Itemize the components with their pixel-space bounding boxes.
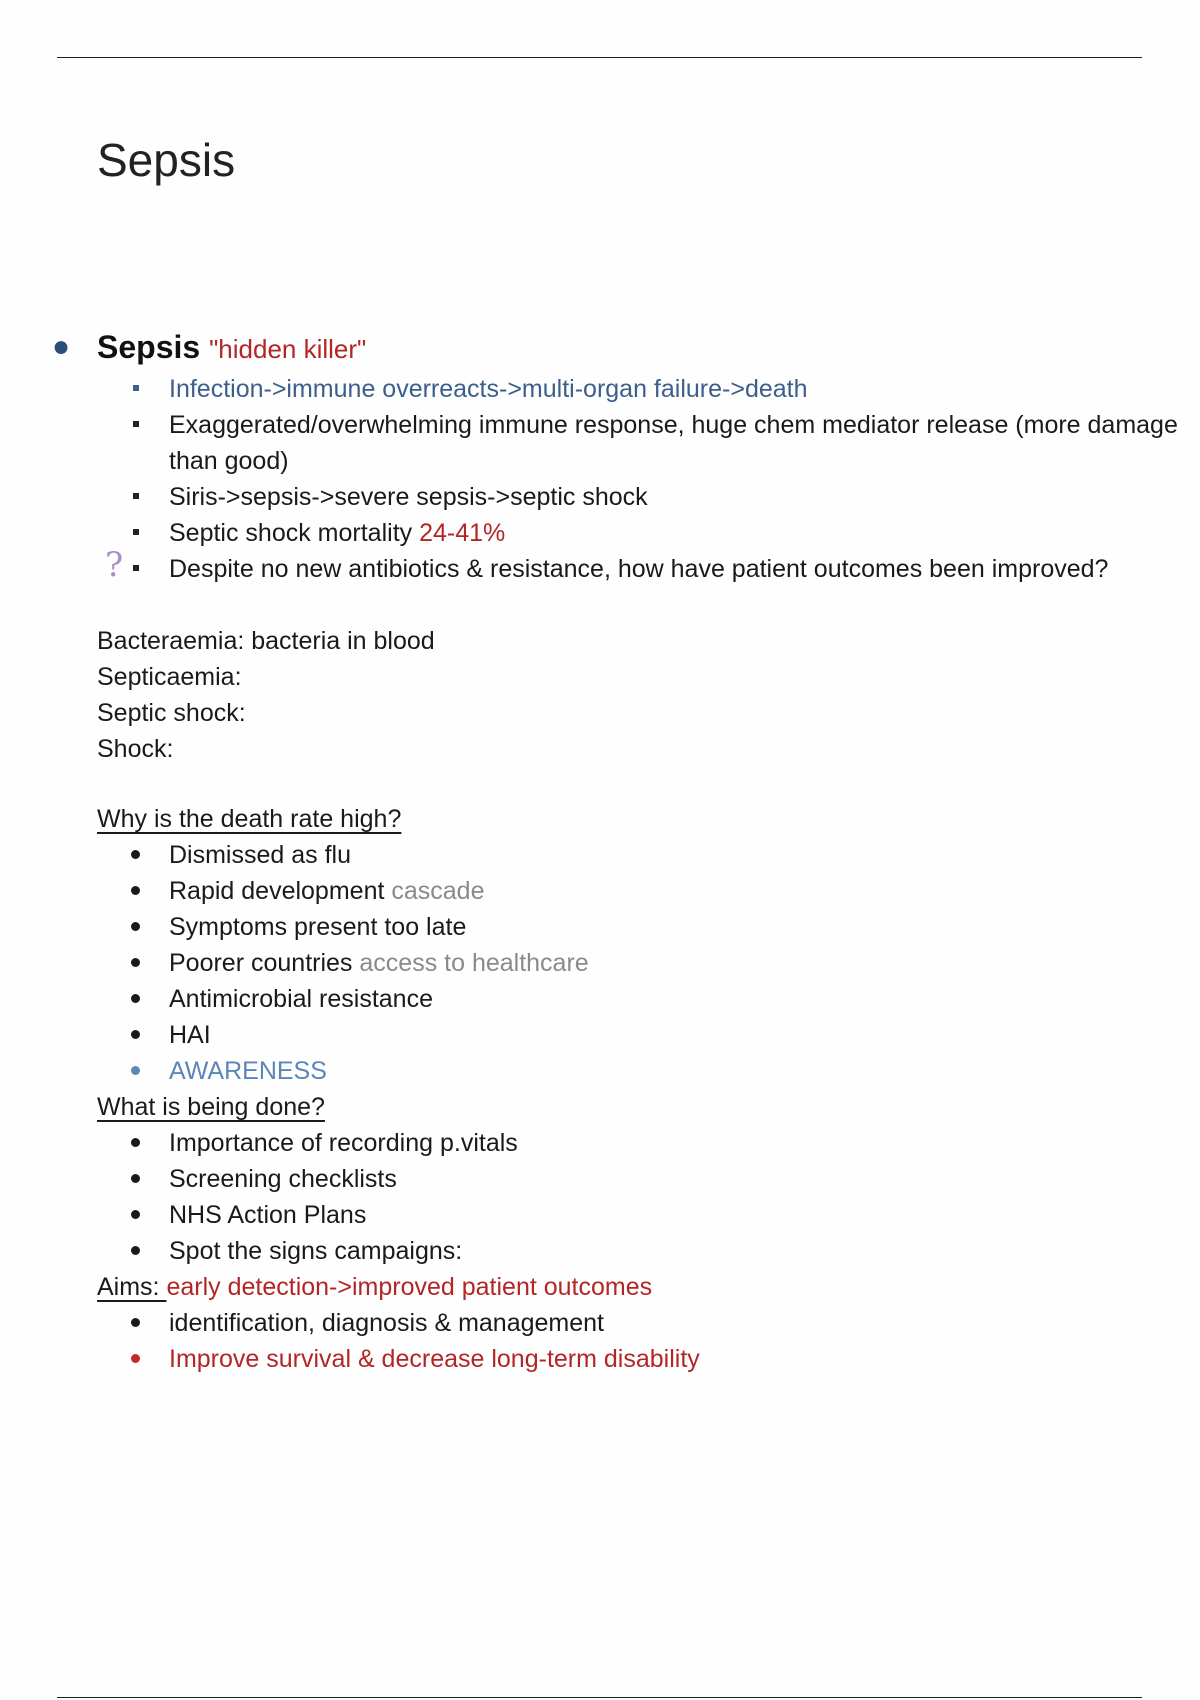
aims-label: Aims:	[97, 1273, 167, 1301]
list-item: Screening checklists	[169, 1161, 1200, 1197]
bullet-icon	[131, 958, 140, 967]
bottom-rule	[57, 1697, 1142, 1698]
list-item: Siris->sepsis->severe sepsis->septic shock	[169, 479, 1200, 515]
definition-item: Shock:	[97, 735, 174, 763]
bullet-icon	[131, 994, 140, 1003]
definition-item: Septicaemia:	[97, 663, 242, 691]
list-item: Septic shock mortality 24-41%	[169, 515, 1200, 551]
bullet-icon	[131, 1246, 140, 1255]
definition-item: Septic shock:	[97, 699, 246, 727]
square-bullet-icon	[133, 493, 139, 499]
note-text: access to healthcare	[359, 949, 589, 977]
aims-text: early detection->improved patient outcomes	[166, 1273, 653, 1301]
list-item: Dismissed as flu	[169, 837, 1200, 873]
list-item: Exaggerated/overwhelming immune response, huge chem mediator release (more damage than good)	[169, 407, 1200, 479]
list-item: AWARENESS	[169, 1053, 1200, 1089]
list-item: Poorer countries access to healthcare	[169, 945, 1200, 981]
bullet-icon	[131, 1174, 140, 1183]
top-rule	[57, 57, 1142, 58]
list-item: HAI	[169, 1017, 1200, 1053]
list-item: Infection->immune overreacts->multi-organ failure->death	[169, 371, 1200, 407]
bullet-icon	[131, 1354, 140, 1363]
list-item: Symptoms present too late	[169, 909, 1200, 945]
notes-body	[52, 325, 1200, 1377]
sepsis-heading	[52, 325, 1200, 371]
list-item: Rapid development cascade	[169, 873, 1200, 909]
list-item: identification, diagnosis & management	[169, 1305, 1200, 1341]
question-mark-icon: ?	[105, 545, 124, 585]
death-rate-list	[97, 837, 1200, 1089]
bullet-icon	[131, 1138, 140, 1147]
definitions	[97, 623, 1200, 767]
square-bullet-icon	[133, 565, 139, 571]
page-title: Sepsis	[97, 134, 236, 186]
sepsis-term: Sepsis	[97, 329, 201, 365]
bullet-icon	[131, 1030, 140, 1039]
bullet-icon: ●	[52, 330, 71, 363]
list-item: NHS Action Plans	[169, 1197, 1200, 1233]
bullet-icon	[131, 1318, 140, 1327]
being-done-list	[97, 1125, 1200, 1269]
being-done-heading: What is being done?	[97, 1093, 325, 1121]
definition-item: Bacteraemia: bacteria in blood	[97, 627, 435, 655]
list-item: Spot the signs campaigns:	[169, 1233, 1200, 1269]
sepsis-nickname: "hidden killer"	[209, 334, 367, 364]
bullet-icon	[131, 922, 140, 931]
death-rate-heading: Why is the death rate high?	[97, 805, 402, 833]
bullet-icon	[131, 886, 140, 895]
note-text: cascade	[391, 877, 485, 905]
aims-list	[97, 1305, 1200, 1377]
aims-line	[97, 1269, 1200, 1305]
list-item: ? Despite no new antibiotics & resistance, how have patient outcomes been improved?	[105, 545, 1109, 585]
bullet-icon	[131, 1066, 140, 1075]
bullet-icon	[131, 850, 140, 859]
sepsis-points	[97, 371, 1200, 587]
square-bullet-icon	[133, 529, 139, 535]
list-item: Improve survival & decrease long-term disability	[169, 1341, 1200, 1377]
square-bullet-icon	[133, 385, 139, 391]
list-item: Antimicrobial resistance	[169, 981, 1200, 1017]
mortality-rate: 24-41%	[419, 519, 506, 547]
bullet-icon	[131, 1210, 140, 1219]
list-item: Importance of recording p.vitals	[169, 1125, 1200, 1161]
square-bullet-icon	[133, 421, 139, 427]
